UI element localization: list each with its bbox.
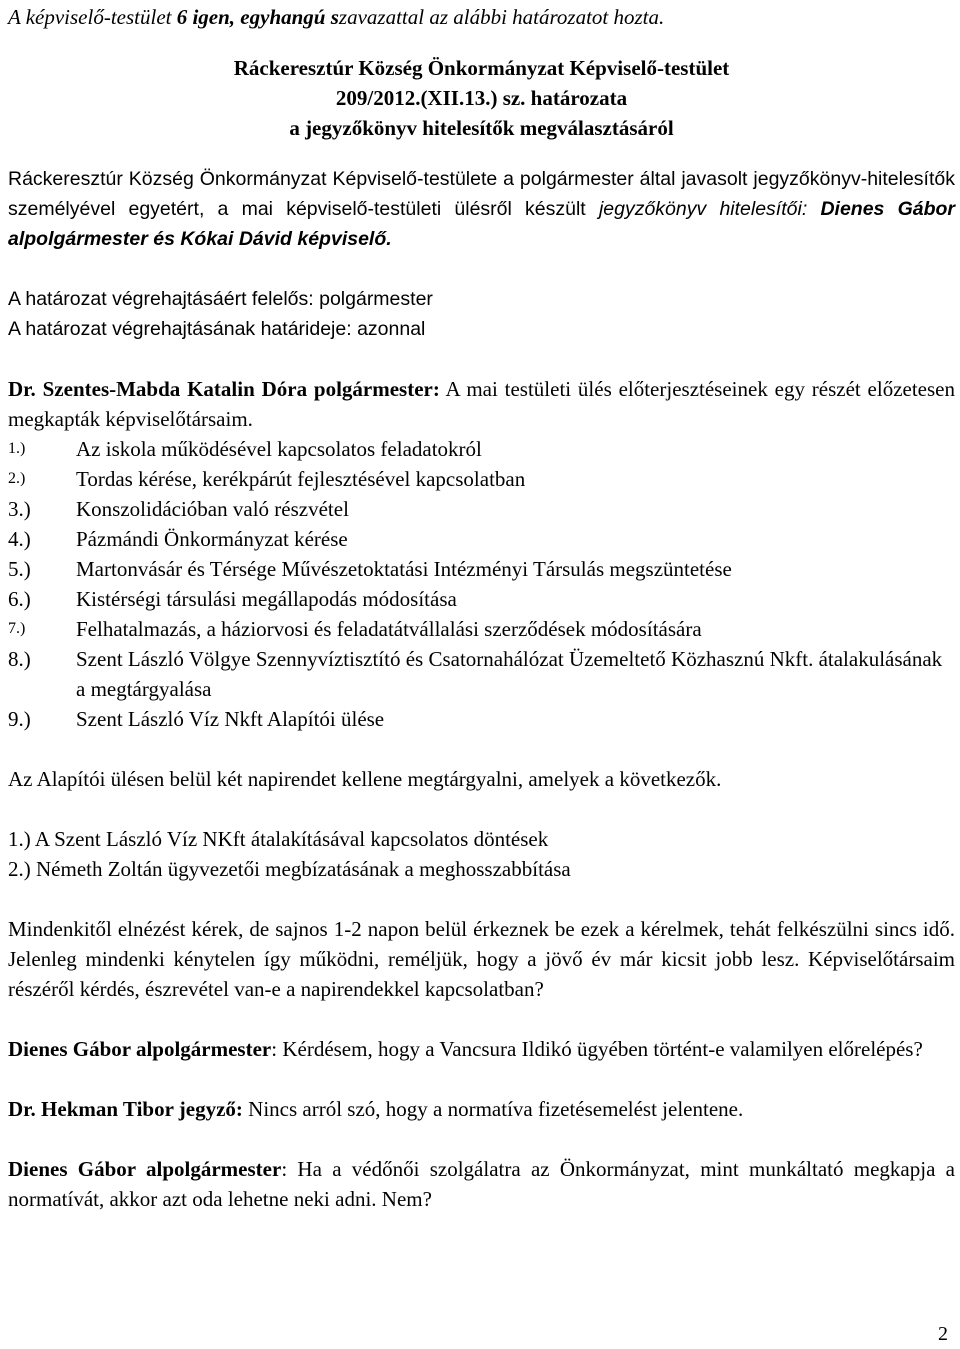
vote-result-line — [8, 2, 955, 32]
agenda-item — [8, 524, 955, 554]
deputy-mayor-question — [8, 1034, 955, 1064]
notary-speaker: Dr. Hekman Tibor jegyző: — [8, 1097, 243, 1121]
agenda-item-number: 2.) — [8, 470, 26, 487]
agenda-item-text: Felhatalmazás, a háziorvosi és feladatátvállalási szerződések módosítására — [76, 617, 702, 641]
deputy-mayor-text: : Ha a védőnői szolgálatra az Önkormányzat, mint munkáltató megkapja a normatívát, akkor azt oda lehetne neki adni. Nem? — [8, 1157, 955, 1211]
agenda-item-text: Az iskola működésével kapcsolatos feladatokról — [76, 437, 482, 461]
agenda-item-text: Kistérségi társulási megállapodás módosítása — [76, 587, 457, 611]
agenda-item — [8, 464, 955, 494]
agenda-item — [8, 434, 955, 464]
deputy-mayor-text: : Kérdésem, hogy a Vancsura Ildikó ügyében történt-e valamilyen előrelépés? — [271, 1037, 923, 1061]
agenda-item-text: Szent László Víz Nkft Alapítói ülése — [76, 707, 385, 731]
notary-text: Nincs arról szó, hogy a normatíva fizetésemelést jelentene. — [242, 1097, 744, 1121]
agenda-item-text: Tordas kérése, kerékpárút fejlesztésével kapcsolatban — [76, 467, 526, 491]
resolution-heading-body: Ráckeresztúr Község Önkormányzat Képviselő-testület — [233, 56, 730, 80]
deputy-mayor-speaker: Dienes Gábor alpolgármester — [8, 1037, 272, 1061]
agenda-item — [8, 704, 955, 734]
page-number: 2 — [938, 1323, 948, 1345]
mayor-speech — [8, 374, 955, 434]
agenda-item-text: Konszolidációban való részvétel — [76, 497, 349, 521]
deputy-mayor-speaker: Dienes Gábor alpolgármester — [8, 1157, 282, 1181]
agenda-item-text: Szent László Völgye Szennyvíztisztító és Csatornahálózat Üzemeltető Közhasznú Nkft. átalakulásának a megtárgyalása — [76, 647, 943, 701]
notary-answer — [8, 1094, 955, 1124]
agenda-item-number: 1.) — [8, 440, 26, 457]
mayor-speaker: Dr. Szentes-Mabda Katalin Dóra polgármester: — [8, 377, 440, 401]
agenda-item — [8, 584, 955, 614]
agenda-item-number: 6.) — [8, 587, 31, 611]
vote-line-pre: A képviselő-testület — [8, 5, 177, 29]
resolution-body-text: Ráckeresztúr Község Önkormányzat Képviselő-testülete a polgármester által javasolt jegyzőkönyv-hitelesítők személyével egyetért, a mai képviselő-testületi ülésről készült — [8, 168, 955, 220]
agenda-item-number: 9.) — [8, 707, 31, 731]
agenda-item-number: 8.) — [8, 647, 31, 671]
founders-intro: Az Alapítói ülésen belül két napirendet kellene megtárgyalni, amelyek a következők. — [8, 767, 722, 791]
resolution-heading-subject: a jegyzőkönyv hitelesítők megválasztásáról — [289, 116, 674, 140]
founders-item: 2.) Németh Zoltán ügyvezetői megbízatásának a meghosszabbítása — [8, 857, 571, 881]
resolution-deadline: A határozat végrehajtásának határideje: azonnal — [8, 318, 426, 340]
agenda-item — [8, 554, 955, 584]
mayor-text: A mai testületi ülés előterjesztéseinek egy részét előzetesen megkapták képviselőtársaim. — [8, 377, 956, 431]
apology-paragraph: Mindenkitől elnézést kérek, de sajnos 1-2 napon belül érkeznek be ezek a kérelmek, tehát felkészülni sincs idő. Jelenleg mindenki kénytelen így működni, reméljük, hogy a jövő év már kicsit jobb lesz. Képviselőtársaim részéről kérdés, észrevétel van-e a napirendekkel kapcsolatban? — [8, 917, 955, 1001]
agenda-item-number: 5.) — [8, 557, 31, 581]
agenda-item-number: 3.) — [8, 497, 31, 521]
agenda-item-number: 4.) — [8, 527, 31, 551]
document-page — [8, 2, 955, 1214]
vote-line-bold: 6 igen, egyhangú s — [176, 5, 339, 29]
deputy-mayor-followup — [8, 1154, 955, 1214]
resolution-body-names: Dienes Gábor alpolgármester és Kókai Dávid képviselő. — [8, 198, 956, 250]
agenda-item-text: Martonvásár és Térsége Művészetoktatási Intézményi Társulás megszüntetése — [76, 557, 732, 581]
agenda-item — [8, 644, 955, 704]
vote-line-post: zavazattal az alábbi határozatot hozta. — [338, 5, 665, 29]
resolution-responsible: A határozat végrehajtásáért felelős: polgármester — [8, 288, 433, 310]
agenda-list — [8, 434, 955, 734]
resolution-body — [8, 164, 955, 254]
agenda-item-text: Pázmándi Önkormányzat kérése — [76, 527, 348, 551]
agenda-item — [8, 614, 955, 644]
agenda-item-number: 7.) — [8, 620, 26, 637]
founders-item: 1.) A Szent László Víz NKft átalakításával kapcsolatos döntések — [8, 827, 549, 851]
agenda-item — [8, 494, 955, 524]
resolution-heading-number: 209/2012.(XII.13.) sz. határozata — [335, 86, 628, 110]
resolution-body-italic: jegyzőkönyv hitelesítői: — [598, 198, 821, 220]
